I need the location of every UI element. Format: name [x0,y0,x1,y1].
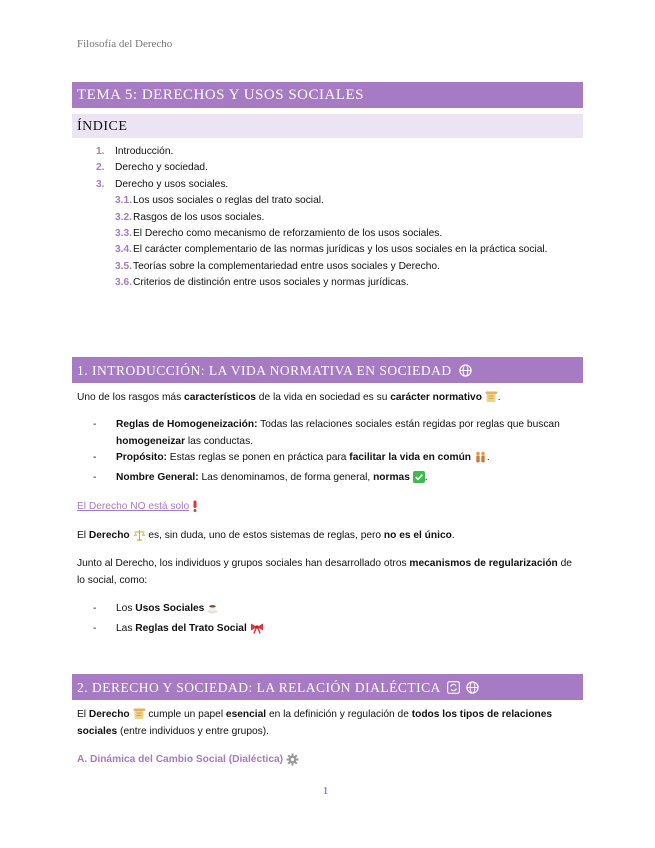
text-run: Uno de los rasgos más [77,392,185,403]
toc-label: Derecho y usos sociales. [115,178,229,190]
toc-number: 2. [96,162,105,174]
bullet-nombre-general [116,470,582,487]
text-run-bold: Usos Sociales [135,603,205,614]
subheading-text: A. Dinámica del Cambio Social (Dialéctica) [77,754,284,765]
bullet-homogeneizacion [116,417,582,450]
section-1-p2 [77,528,582,545]
text-run-bold: Derecho [88,709,130,720]
bullet-label: Propósito: [116,452,167,463]
text-run: El [77,530,89,541]
toc-label: Derecho y sociedad. [115,162,208,174]
toc-item[interactable] [96,144,547,160]
toc-number: 3.2. [115,211,132,223]
text-run: (entre individuos y entre grupos). [117,725,269,737]
bullet-label: Reglas de Homogeneización: [116,419,258,430]
toc-item[interactable] [96,210,547,226]
text-run: Todas las relaciones sociales están regidas por reglas que buscan [257,419,560,430]
index-band: ÍNDICE [72,114,583,138]
section-2-p1 [77,707,582,740]
people-icon [474,451,487,463]
page-number: 1 [323,786,328,797]
text-run-bold: todos los tipos de relaciones sociales [77,709,553,737]
text-run-bold: esencial [225,709,267,720]
toc-label: El carácter complementario de las normas jurídicas y los usos sociales en la práctica social. [133,244,548,256]
scroll-icon [133,708,146,720]
section-1-heading [72,357,583,383]
bullet-proposito [116,450,582,467]
gear-icon [286,753,299,766]
bullet-usos-sociales [116,601,582,618]
text-run: . [497,392,501,403]
check-icon [413,471,425,483]
text-run: Las [116,623,136,634]
text-run: de la vida en sociedad es su [255,392,391,403]
scales-icon [133,529,146,541]
text-run-bold: Derecho [88,530,130,541]
section-1-intro [77,390,582,407]
section-1-heading-text: 1. INTRODUCCIÓN: LA VIDA NORMATIVA EN SOCIEDAD [77,363,452,378]
derecho-link[interactable]: El Derecho NO está solo [77,501,190,512]
section-2-heading-text: 2. DERECHO Y SOCIEDAD: LA RELACIÓN DIALÉCTICA [77,680,441,695]
text-run: las conductas. [185,435,254,447]
bullet-dash: - [93,472,97,483]
text-run: de lo social, como: [77,558,572,586]
bullet-reglas-trato-social [116,621,582,638]
bullet-label: Nombre General: [116,472,199,483]
text-run: en la definición y regulación de [266,709,412,720]
bullet-dash: - [93,603,97,614]
text-run: . [451,530,455,541]
toc-item[interactable] [96,160,547,176]
text-run-bold: homogeneizar [116,435,186,447]
toc-item[interactable] [96,193,547,209]
derecho-no-esta-solo [77,499,582,516]
toc-number: 3.1. [115,195,132,207]
toc-label: Rasgos de los usos sociales. [133,211,265,223]
toc-number: 3. [96,178,105,190]
text-run: El [77,709,89,720]
toc-item[interactable] [96,226,547,242]
text-run: es, sin duda, uno de estos sistemas de reglas, pero [145,530,384,541]
running-header: Filosofía del Derecho [77,38,173,50]
toc-number: 3.5. [115,260,132,272]
text-run-bold: normas [373,472,410,483]
text-run: Las denominamos, de forma general, [198,472,374,483]
section-2-subheading [77,752,582,769]
toc-label: Criterios de distinción entre usos sociales y normas jurídicas. [133,277,409,289]
text-run: cumple un papel [145,709,226,720]
text-run: . [486,452,490,463]
toc-number: 3.3. [115,228,132,240]
toc-label: Introducción. [115,146,174,157]
title-band: TEMA 5: DERECHOS Y USOS SOCIALES [72,82,583,108]
toc-number: 3.6. [115,277,132,289]
text-run-bold: carácter normativo [390,392,482,403]
text-run-bold: facilitar la vida en común [349,452,472,463]
bullet-dash: - [93,419,97,430]
text-run: Junto al Derecho, los individuos y grupos sociales han desarrollado otros [77,558,410,569]
section-1-p3 [77,556,582,589]
ribbon-icon [250,623,264,634]
text-run-bold: no es el único [383,530,452,541]
toc-item[interactable] [96,177,547,193]
globe-icon [466,681,479,694]
text-run-bold: mecanismos de regularización [409,558,558,569]
toc-label: Teorías sobre la complementariedad entre usos sociales y Derecho. [133,260,440,272]
text-run: Los [116,603,136,614]
toc-label: Los usos sociales o reglas del trato social. [133,195,324,207]
scroll-icon [485,391,498,403]
text-run-bold: Reglas del Trato Social [135,623,247,634]
toc-item[interactable] [96,242,547,258]
section-2-heading [72,674,583,700]
toc-item[interactable] [96,275,547,291]
table-of-contents [96,144,547,292]
exclamation-icon [192,500,198,512]
toc-number: 1. [96,146,105,157]
toc-item[interactable] [96,259,547,275]
globe-icon [459,364,472,377]
text-run: Estas reglas se ponen en práctica para [166,452,350,463]
bullet-dash: - [93,452,97,463]
text-run: . [424,472,428,483]
toc-label: El Derecho como mecanismo de reforzamiento de los usos sociales. [133,228,443,240]
text-run-bold: característicos [184,392,256,403]
cup-icon [207,603,218,614]
bullet-dash: - [93,623,97,634]
toc-number: 3.4. [115,244,132,256]
cycle-icon [447,681,460,694]
